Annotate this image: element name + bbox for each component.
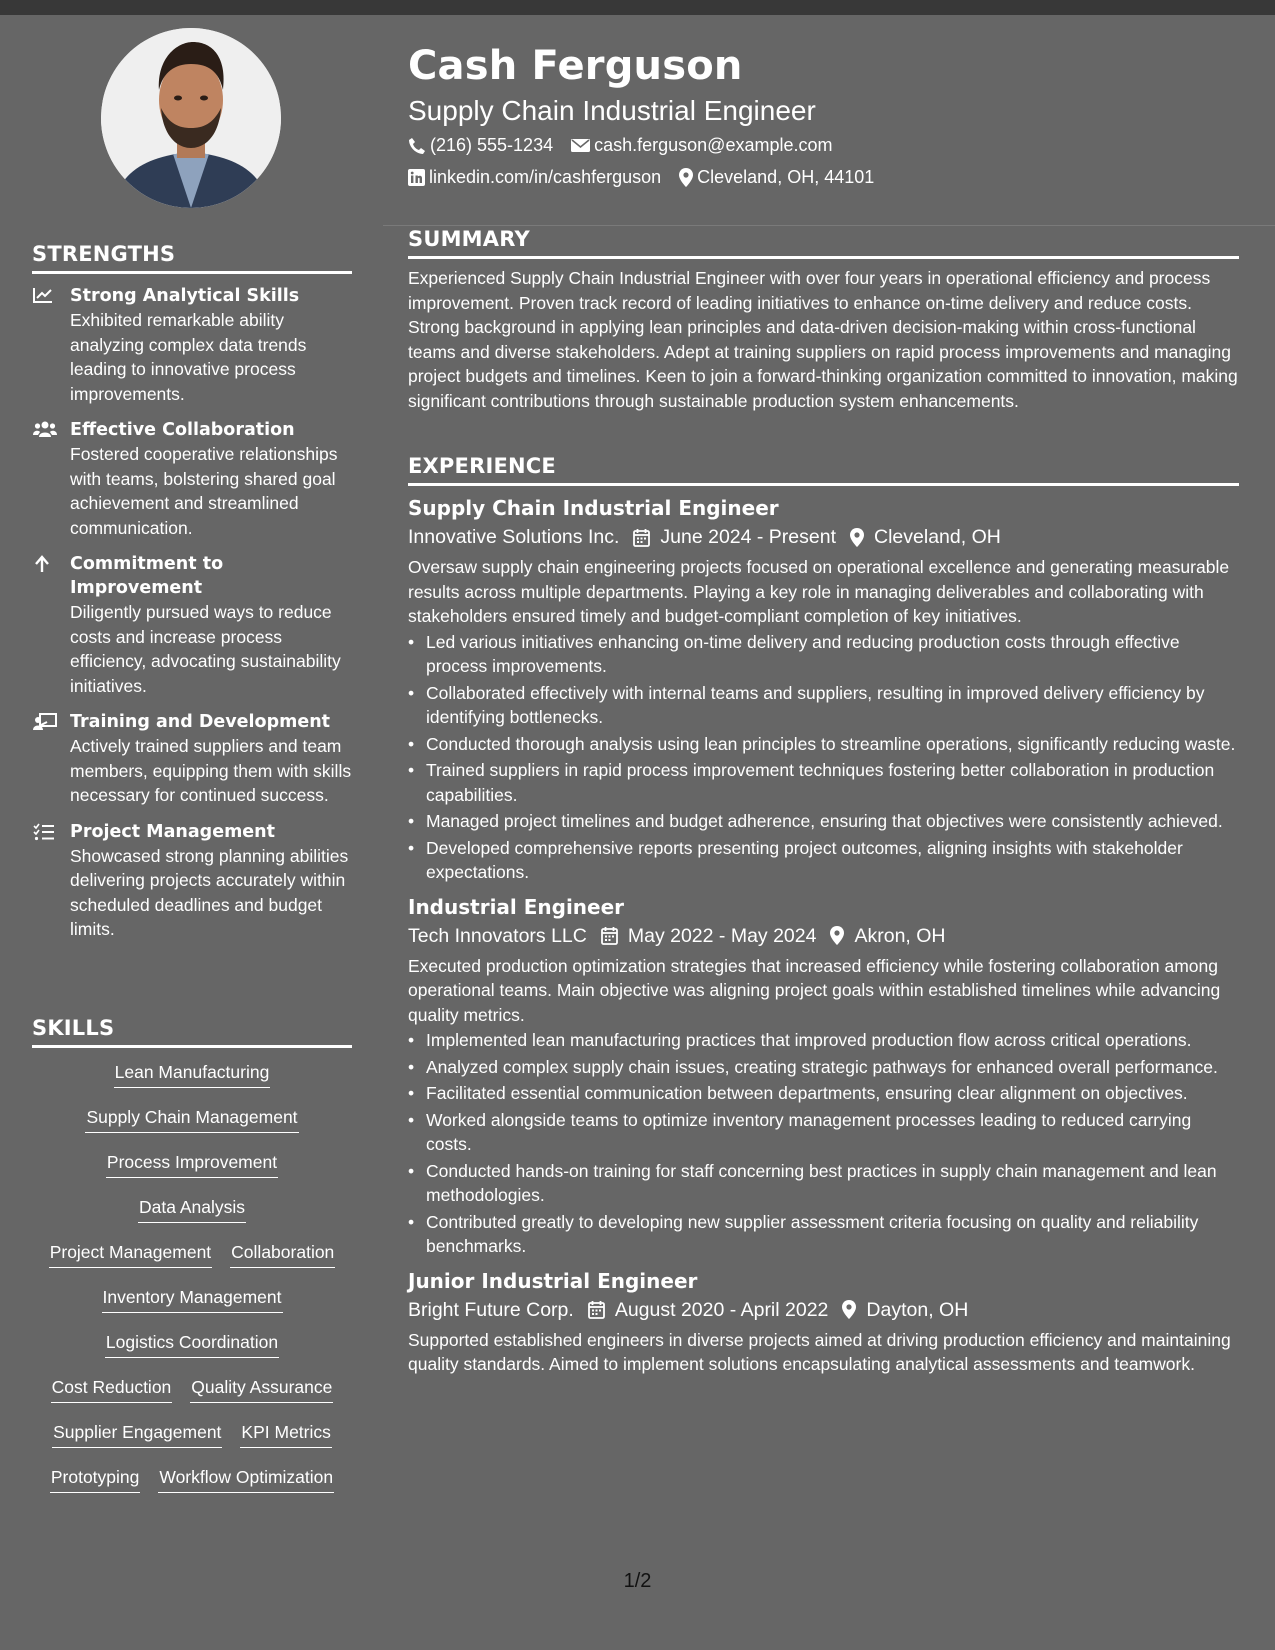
- portrait-image: [101, 28, 281, 208]
- experience-heading: EXPERIENCE: [408, 454, 1239, 486]
- job-location: Dayton, OH: [866, 1298, 969, 1321]
- list-item: • Trained suppliers in rapid process improvement techniques fostering better collaboration in production capabilities.: [408, 758, 1239, 807]
- strength-item: [32, 710, 352, 808]
- strength-desc: Exhibited remarkable ability analyzing complex data trends leading to innovative process improvements.: [70, 310, 307, 404]
- skill-tag: Quality Assurance: [190, 1375, 333, 1403]
- phone-number[interactable]: (216) 555-1234: [430, 135, 554, 155]
- strength-title: Project Management: [70, 821, 275, 842]
- map-pin-icon: [679, 168, 693, 187]
- skill-tag: KPI Metrics: [240, 1420, 331, 1448]
- page-number: 1/2: [623, 1570, 652, 1592]
- top-bar: [0, 0, 1275, 15]
- strength-title: Strong Analytical Skills: [70, 286, 300, 306]
- job-bullets: [408, 630, 1239, 885]
- tasks-list-icon: [32, 820, 70, 942]
- job-entry: [408, 494, 1239, 885]
- chart-line-icon: [32, 284, 70, 406]
- summary-heading: SUMMARY: [408, 227, 1239, 259]
- skill-tag: Workflow Optimization: [158, 1465, 334, 1493]
- candidate-role: Supply Chain Industrial Engineer: [408, 95, 816, 126]
- strength-item: [32, 552, 352, 698]
- skill-tag: Cost Reduction: [51, 1375, 173, 1403]
- phone-icon: [408, 137, 426, 155]
- job-description: Supported established engineers in diverse projects aimed at driving production efficiency and maintaining quality standards. Aimed to implement solutions encapsulating analytical assessments and teamwork.: [408, 1329, 1231, 1374]
- map-pin-icon: [850, 528, 864, 547]
- summary-section: [408, 227, 1239, 413]
- users-icon: [32, 418, 70, 540]
- list-item: • Contributed greatly to developing new supplier assessment criteria focusing on quality and reliability benchmarks.: [408, 1210, 1239, 1259]
- experience-section: [408, 454, 1239, 1377]
- skill-tag: Supplier Engagement: [52, 1420, 222, 1448]
- calendar-icon: [601, 926, 618, 945]
- job-company: Bright Future Corp.: [408, 1298, 574, 1321]
- map-pin-icon: [842, 1300, 856, 1319]
- job-title: Junior Industrial Engineer: [408, 1268, 698, 1293]
- skills-section: [32, 1016, 352, 1510]
- strength-desc: Diligently pursued ways to reduce costs and increase process efficiency, advocating sustainability initiatives.: [70, 602, 341, 696]
- list-item: • Managed project timelines and budget adherence, ensuring that objectives were consistently achieved.: [408, 809, 1239, 834]
- skill-tag: Process Improvement: [106, 1150, 278, 1178]
- strength-item: [32, 418, 352, 540]
- strengths-heading: STRENGTHS: [32, 242, 352, 274]
- list-item: • Worked alongside teams to optimize inventory management processes leading to reduced carrying costs.: [408, 1108, 1239, 1157]
- linkedin-link[interactable]: linkedin.com/in/cashferguson: [429, 167, 662, 187]
- location-text: Cleveland, OH, 44101: [697, 167, 875, 187]
- job-entry: [408, 1267, 1239, 1377]
- envelope-icon: [571, 138, 590, 153]
- avatar: [101, 28, 281, 208]
- skills-heading: SKILLS: [32, 1016, 352, 1048]
- job-entry: [408, 893, 1239, 1259]
- strength-title: Commitment to Improvement: [70, 554, 224, 598]
- contact-line-1: [408, 135, 850, 156]
- job-description: Oversaw supply chain engineering projects focused on operational excellence and generating measurable results across multiple departments. Playing a key role in managing deliverables and collaborating with stakeholders ensured timely and budget-compliant completion of key initiatives.: [408, 557, 1230, 626]
- strength-title: Effective Collaboration: [70, 420, 295, 440]
- skill-tag: Collaboration: [230, 1240, 335, 1268]
- job-bullets: [408, 1028, 1239, 1259]
- summary-text: Experienced Supply Chain Industrial Engineer with over four years in operational efficiency and process improvement. Proven track record of leading initiatives to enhance on-time delivery and reduce costs. Strong background in applying lean principles and data-driven decision-making within cross-functional teams and diverse stakeholders. Adept at training suppliers on rapid process improvements and managing project budgets and timelines. Keen to join a forward-thinking organization committed to innovation, making significant contributions through sustainable production system enhancements.: [408, 268, 1238, 411]
- calendar-icon: [588, 1300, 605, 1319]
- strength-desc: Actively trained suppliers and team members, equipping them with skills necessary for continued success.: [70, 736, 352, 805]
- strength-item: [32, 284, 352, 406]
- list-item: • Collaborated effectively with internal teams and suppliers, resulting in improved delivery efficiency by identifying bottlenecks.: [408, 681, 1239, 730]
- arrow-up-icon: [32, 552, 70, 698]
- job-title: Supply Chain Industrial Engineer: [408, 496, 779, 520]
- job-dates: May 2022 - May 2024: [627, 924, 817, 947]
- job-dates: June 2024 - Present: [660, 526, 837, 548]
- linkedin-icon: [408, 169, 425, 186]
- job-company: Innovative Solutions Inc.: [408, 526, 620, 548]
- chalkboard-teacher-icon: [32, 710, 70, 808]
- strength-desc: Fostered cooperative relationships with teams, bolstering shared goal achievement and streamlined communication.: [70, 444, 338, 538]
- skill-tag: Lean Manufacturing: [114, 1060, 271, 1088]
- skill-tag: Data Analysis: [138, 1195, 246, 1223]
- job-location: Akron, OH: [854, 924, 946, 947]
- candidate-name: Cash Ferguson: [408, 43, 743, 89]
- contact-line-2: [408, 167, 892, 188]
- strengths-section: [32, 242, 352, 954]
- strength-desc: Showcased strong planning abilities delivering projects accurately within scheduled deadlines and budget limits.: [70, 845, 349, 939]
- job-location: Cleveland, OH: [874, 526, 1001, 548]
- skill-tag: Project Management: [49, 1240, 212, 1268]
- calendar-icon: [633, 528, 650, 547]
- list-item: • Analyzed complex supply chain issues, creating strategic pathways for enhanced overall performance.: [408, 1055, 1239, 1080]
- skill-tag: Logistics Coordination: [105, 1330, 279, 1358]
- list-item: • Led various initiatives enhancing on-time delivery and reducing production costs through effective process improvements.: [408, 630, 1239, 679]
- strength-item: [32, 820, 352, 942]
- list-item: • Implemented lean manufacturing practices that improved production flow across critical operations.: [408, 1028, 1239, 1053]
- job-dates: August 2020 - April 2022: [614, 1298, 829, 1321]
- header-divider: [383, 225, 1275, 226]
- job-title: Industrial Engineer: [408, 894, 625, 919]
- list-item: • Developed comprehensive reports presenting project outcomes, aligning insights with stakeholder expectations.: [408, 836, 1239, 885]
- job-company: Tech Innovators LLC: [408, 924, 587, 947]
- list-item: • Facilitated essential communication between departments, ensuring clear alignment on objectives.: [408, 1081, 1239, 1106]
- skill-tag: Supply Chain Management: [85, 1105, 298, 1133]
- list-item: • Conducted thorough analysis using lean principles to streamline operations, significantly reducing waste.: [408, 732, 1239, 757]
- skill-tag: Inventory Management: [102, 1285, 283, 1313]
- list-item: • Conducted hands-on training for staff concerning best practices in supply chain management and lean methodologies.: [408, 1159, 1239, 1208]
- strength-title: Training and Development: [70, 712, 331, 732]
- skill-tag: Prototyping: [50, 1465, 141, 1493]
- job-description: Executed production optimization strategies that increased efficiency while fostering collaboration among operational teams. Main objective was aligning project goals within established timelines while advancing quality metrics.: [408, 955, 1221, 1025]
- map-pin-icon: [830, 926, 844, 945]
- email-link[interactable]: cash.ferguson@example.com: [594, 135, 833, 155]
